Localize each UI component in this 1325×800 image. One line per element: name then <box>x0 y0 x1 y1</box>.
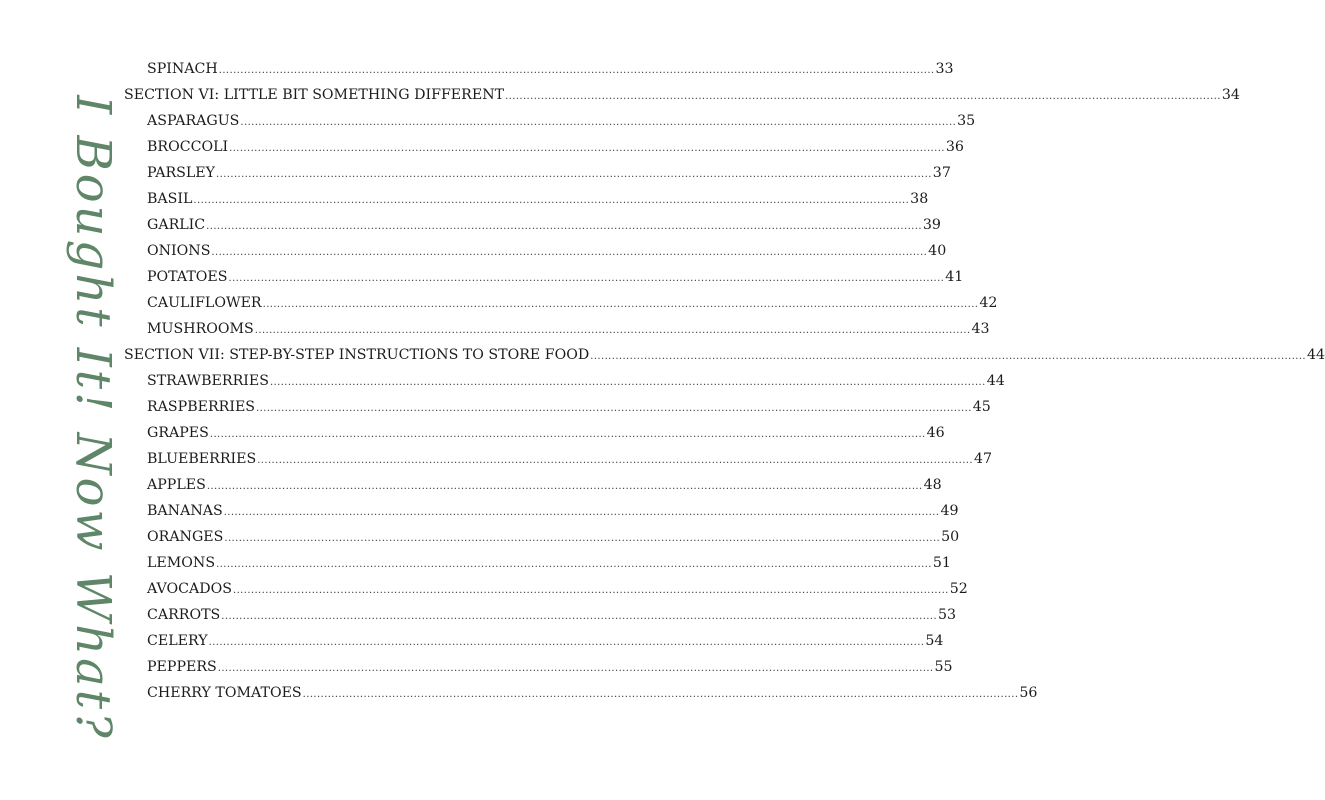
dot-leader: ........................................................................................................................................................................................................ <box>257 455 973 466</box>
toc-entry-title: BANANAS <box>147 503 223 519</box>
toc-entry-page: 46 <box>926 425 945 441</box>
toc-entry-page: 33 <box>935 61 954 77</box>
dot-leader: ........................................................................................................................................................................................................ <box>233 585 949 596</box>
toc-entry <box>147 190 929 208</box>
toc-entry-page: 45 <box>972 399 991 415</box>
toc-entry-title: STRAWBERRIES <box>147 373 269 389</box>
dot-leader: ........................................................................................................................................................................................................ <box>302 689 1019 700</box>
toc-entry <box>147 424 945 442</box>
dot-leader: ........................................................................................................................................................................................................ <box>209 429 926 440</box>
toc-entry <box>147 112 976 130</box>
toc-entry <box>147 138 964 156</box>
toc-entry-title: CHERRY TOMATOES <box>147 685 302 701</box>
toc-entry-page: 36 <box>945 139 964 155</box>
dot-leader: ........................................................................................................................................................................................................ <box>217 663 934 674</box>
toc-entry-page: 38 <box>910 191 929 207</box>
toc-entry-page: 50 <box>941 529 960 545</box>
dot-leader: ........................................................................................................................................................................................................ <box>206 221 922 232</box>
dot-leader: ........................................................................................................................................................................................................ <box>193 195 910 206</box>
toc-entry-page: 44 <box>1307 347 1325 363</box>
toc-entry <box>124 346 1325 364</box>
toc-entry-page: 56 <box>1019 685 1038 701</box>
toc-entry <box>124 86 1240 104</box>
toc-entry-page: 55 <box>934 659 953 675</box>
dot-leader: ........................................................................................................................................................................................................ <box>216 169 932 180</box>
toc-entry-title: RASPBERRIES <box>147 399 256 415</box>
toc-entry <box>147 268 964 286</box>
toc-entry-title: CELERY <box>147 633 208 649</box>
dot-leader: ........................................................................................................................................................................................................ <box>590 351 1307 362</box>
dot-leader: ........................................................................................................................................................................................................ <box>208 637 925 648</box>
toc-entry-title: CARROTS <box>147 607 221 623</box>
toc-entry-title: POTATOES <box>147 269 228 285</box>
dot-leader: ........................................................................................................................................................................................................ <box>211 247 928 258</box>
toc-entry <box>147 606 957 624</box>
toc-entry <box>147 450 993 468</box>
toc-entry-title: LEMONS <box>147 555 216 571</box>
toc-entry <box>147 658 953 676</box>
toc-entry-page: 47 <box>973 451 993 467</box>
toc-entry-title: SECTION VI: LITTLE BIT SOMETHING DIFFERENT <box>124 87 505 103</box>
toc-entry-title: SECTION VII: STEP-BY-STEP INSTRUCTIONS TO STORE FOOD <box>124 347 590 363</box>
toc-entry-page: 51 <box>932 555 951 571</box>
toc-entry <box>147 320 990 338</box>
dot-leader: ........................................................................................................................................................................................................ <box>221 611 938 622</box>
dot-leader: ........................................................................................................................................................................................................ <box>224 533 941 544</box>
dot-leader: ........................................................................................................................................................................................................ <box>216 559 932 570</box>
toc-entry <box>147 554 951 572</box>
toc-entry-page: 44 <box>986 373 1005 389</box>
toc-entry <box>147 242 947 260</box>
toc-entry <box>147 684 1038 702</box>
toc-entry-page: 37 <box>932 165 951 181</box>
toc-entry <box>147 502 959 520</box>
toc-entry-title: GRAPES <box>147 425 209 441</box>
dot-leader: ........................................................................................................................................................................................................ <box>254 325 971 336</box>
dot-leader: ........................................................................................................................................................................................................ <box>240 117 957 128</box>
toc-entry-page: 54 <box>925 633 944 649</box>
toc-entry <box>147 216 941 234</box>
toc-entry <box>147 60 954 78</box>
dot-leader: ........................................................................................................................................................................................................ <box>206 481 923 492</box>
toc-entry-title: PEPPERS <box>147 659 217 675</box>
toc-entry-page: 53 <box>938 607 957 623</box>
toc-entry-page: 41 <box>945 269 964 285</box>
toc-entry <box>147 528 960 546</box>
toc-entry-page: 49 <box>940 503 959 519</box>
dot-leader: ........................................................................................................................................................................................................ <box>262 299 979 310</box>
toc-entry-title: AVOCADOS <box>147 581 232 597</box>
toc-entry-page: 35 <box>957 113 976 129</box>
toc-entry-title: BROCCOLI <box>147 139 229 155</box>
dot-leader: ........................................................................................................................................................................................................ <box>218 65 935 76</box>
toc-entry <box>147 294 998 312</box>
dot-leader: ........................................................................................................................................................................................................ <box>256 403 972 414</box>
toc-entry-page: 43 <box>971 321 990 337</box>
toc-entry-page: 39 <box>922 217 941 233</box>
toc-entry-title: PARSLEY <box>147 165 216 181</box>
toc-entry-page: 48 <box>923 477 942 493</box>
toc-entry <box>147 580 968 598</box>
toc-entry-title: ONIONS <box>147 243 211 259</box>
toc-entry-title: BASIL <box>147 191 193 207</box>
toc-entry-title: ORANGES <box>147 529 224 545</box>
toc-entry-title: MUSHROOMS <box>147 321 254 337</box>
toc-entry <box>147 398 991 416</box>
toc-entry-title: SPINACH <box>147 61 218 77</box>
toc-entry-title: APPLES <box>147 477 206 493</box>
toc-entry <box>147 164 951 182</box>
dot-leader: ........................................................................................................................................................................................................ <box>269 377 986 388</box>
dot-leader: ........................................................................................................................................................................................................ <box>229 143 945 154</box>
dot-leader: ........................................................................................................................................................................................................ <box>228 273 945 284</box>
toc-entry-page: 52 <box>949 581 968 597</box>
toc-entry-title: GARLIC <box>147 217 206 233</box>
toc-entry-page: 42 <box>979 295 998 311</box>
side-title: I Bought It! Now What? <box>65 95 121 741</box>
toc-entry-page: 34 <box>1221 87 1240 103</box>
toc-entry-title: BLUEBERRIES <box>147 451 257 467</box>
toc-entry <box>147 632 944 650</box>
toc-entry-title: CAULIFLOWER <box>147 295 262 311</box>
toc-entry-page: 40 <box>928 243 947 259</box>
toc-entry <box>147 372 1005 390</box>
toc-entry <box>147 476 942 494</box>
dot-leader: ........................................................................................................................................................................................................ <box>223 507 940 518</box>
toc-entry-title: ASPARAGUS <box>147 113 240 129</box>
dot-leader: ........................................................................................................................................................................................................ <box>505 91 1221 102</box>
